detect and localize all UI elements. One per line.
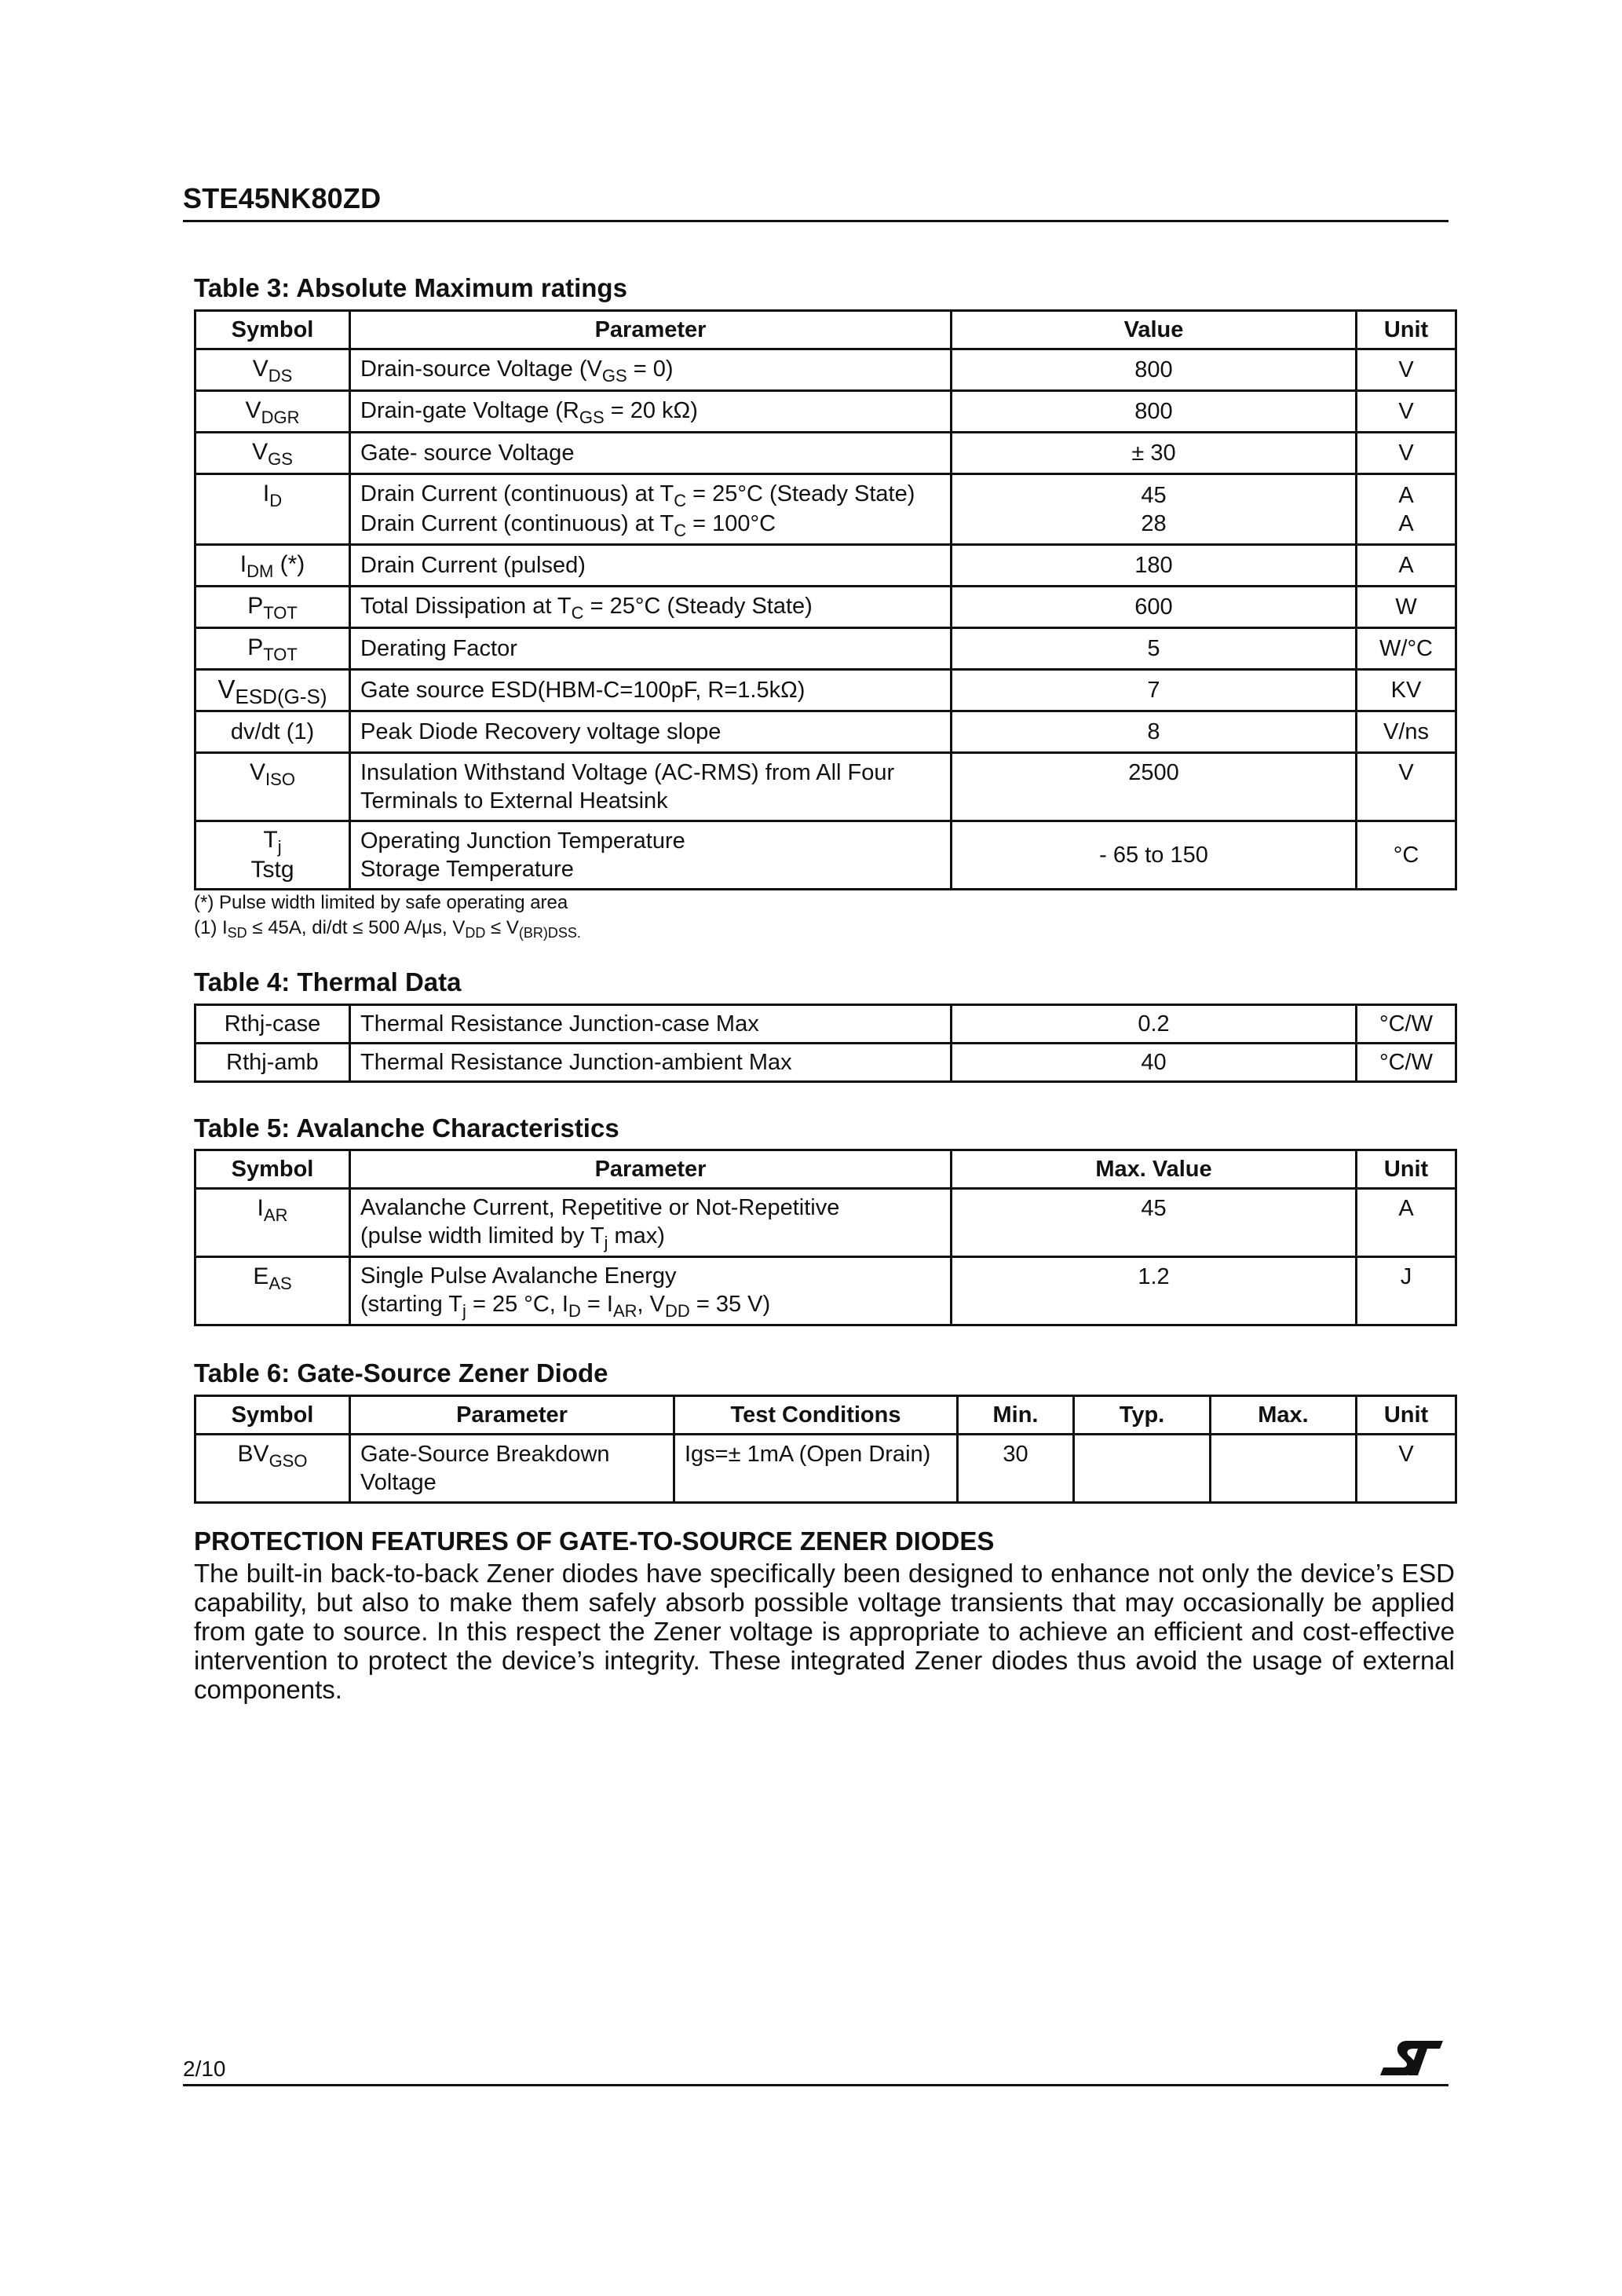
column-header: Typ. (1074, 1396, 1211, 1435)
parameter-cell: Peak Diode Recovery voltage slope (350, 711, 952, 753)
symbol-cell: Rthj-case (195, 1005, 350, 1044)
section-body: The built-in back-to-back Zener diodes have specifically been designed to enhance not only the device’s ESD capability, but also to make them safely absorb possible voltage transients that may occasionally be applied from gate to source. In this respect the Zener voltage is appropriate to achieve an efficient and cost-effective intervention to protect the device’s integrity. These integrated Zener diodes thus avoid the usage of external components. (194, 1559, 1455, 1704)
table-avalanche-characteristics (194, 1149, 1457, 1326)
symbol-cell: $E_{AS}$ (195, 1257, 350, 1325)
column-header: Parameter (350, 1396, 674, 1435)
table-row (195, 1435, 1456, 1503)
unit-cell: V (1357, 433, 1456, 474)
symbol-cell: $P_{TOT}$ (195, 587, 350, 628)
max-cell (1211, 1435, 1357, 1503)
parameter-cell: Thermal Resistance Junction-ambient Max (350, 1044, 952, 1082)
table-header-row (195, 1396, 1456, 1435)
page-number: 2/10 (183, 2057, 226, 2081)
symbol-cell: $T_j$ Tstg (195, 821, 350, 890)
footer-divider (183, 2084, 1448, 2086)
parameter-cell: Avalanche Current, Repetitive or Not-Repetitive (pulse width limited by $T_j$ max) (350, 1189, 952, 1257)
symbol-cell: $BV_{GSO}$ (195, 1435, 350, 1503)
parameter-cell: Thermal Resistance Junction-case Max (350, 1005, 952, 1044)
column-header: Parameter (350, 311, 952, 349)
column-header: Unit (1357, 1150, 1456, 1189)
column-header: Unit (1357, 311, 1456, 349)
value-cell: 5 (952, 628, 1357, 670)
symbol-cell: $V_{ESD(G-S)}$ (195, 670, 350, 711)
value-cell: 45 (952, 1189, 1357, 1257)
value-cell: 7 (952, 670, 1357, 711)
parameter-cell: Gate- source Voltage (350, 433, 952, 474)
value-cell: 800 (952, 349, 1357, 391)
table-row (195, 1005, 1456, 1044)
column-header: Min. (958, 1396, 1074, 1435)
column-header: Max. Value (952, 1150, 1357, 1189)
table4-caption: Table 4: Thermal Data (194, 967, 462, 996)
table-row (195, 545, 1456, 587)
value-cell: 800 (952, 391, 1357, 433)
value-cell: 1.2 (952, 1257, 1357, 1325)
table-row (195, 587, 1456, 628)
column-header: Max. (1211, 1396, 1357, 1435)
table-row (195, 474, 1456, 545)
symbol-cell: $I_{DM}$ (*) (195, 545, 350, 587)
symbol-cell: $V_{ISO}$ (195, 753, 350, 821)
column-header: Symbol (195, 311, 350, 349)
table5-caption: Table 5: Avalanche Characteristics (194, 1113, 619, 1143)
table-header-row (195, 311, 1456, 349)
table3-caption: Table 3: Absolute Maximum ratings (194, 273, 627, 302)
table-header-row (195, 1150, 1456, 1189)
value-cell: 600 (952, 587, 1357, 628)
value-cell: - 65 to 150 (952, 821, 1357, 890)
parameter-cell: Derating Factor (350, 628, 952, 670)
unit-cell: KV (1357, 670, 1456, 711)
parameter-cell: Single Pulse Avalanche Energy (starting $T_j = 25$ °C, $I_D = I_{AR}$, $V_{DD} = 35$ V) (350, 1257, 952, 1325)
test-conditions-cell: Igs=± 1mA (Open Drain) (674, 1435, 958, 1503)
value-cell: 8 (952, 711, 1357, 753)
st-logo-icon (1375, 2036, 1445, 2082)
unit-cell: W (1357, 587, 1456, 628)
table-absolute-maximum-ratings (194, 309, 1457, 890)
table-row (195, 711, 1456, 753)
unit-cell: W/°C (1357, 628, 1456, 670)
symbol-cell: $P_{TOT}$ (195, 628, 350, 670)
symbol-cell: $I_{AR}$ (195, 1189, 350, 1257)
unit-cell: V/ns (1357, 711, 1456, 753)
table-row (195, 391, 1456, 433)
unit-cell: V (1357, 753, 1456, 821)
value-cell: 2500 (952, 753, 1357, 821)
parameter-line: Drain Current (continuous) at $T_C = 25^\circ C$ (Steady State) (360, 481, 915, 510)
footnote-pulse-width: (*) Pulse width limited by safe operating area (194, 892, 568, 913)
parameter-cell: Insulation Withstand Voltage (AC-RMS) from All Four Terminals to External Heatsink (350, 753, 952, 821)
symbol-cell: $V_{DGR}$ (195, 391, 350, 433)
column-header: Unit (1357, 1396, 1456, 1435)
parameter-cell: Gate source ESD(HBM-C=100pF, R=1.5kΩ) (350, 670, 952, 711)
symbol-cell: $V_{GS}$ (195, 433, 350, 474)
column-header: Test Conditions (674, 1396, 958, 1435)
parameter-cell: Drain Current (pulsed) (350, 545, 952, 587)
parameter-line: Drain Current (continuous) at $T_C = 100^\circ C$ (360, 510, 776, 540)
unit-cell: V (1357, 391, 1456, 433)
value-cell: 40 (952, 1044, 1357, 1082)
table-row (195, 753, 1456, 821)
table-thermal-data (194, 1004, 1457, 1083)
footnote-dvdt: (1) $I_{SD} \le 45A$, di/dt ≤ 500 A/µs, $V_{DD} \le V_{(BR)DSS.}$ (194, 917, 581, 941)
parameter-cell: Gate-Source Breakdown Voltage (350, 1435, 674, 1503)
table-row (195, 821, 1456, 890)
table-row (195, 670, 1456, 711)
typ-cell (1074, 1435, 1211, 1503)
table-row (195, 1189, 1456, 1257)
unit-cell: V (1357, 349, 1456, 391)
unit-cell: J (1357, 1257, 1456, 1325)
value-cell: 180 (952, 545, 1357, 587)
unit-cell: V (1357, 1435, 1456, 1503)
unit-cell: A (1357, 545, 1456, 587)
unit-cell: A (1357, 1189, 1456, 1257)
symbol-cell: Rthj-amb (195, 1044, 350, 1082)
symbol-cell: dv/dt (1) (195, 711, 350, 753)
header-divider (183, 220, 1448, 222)
symbol-cell: $V_{DS}$ (195, 349, 350, 391)
min-cell: 30 (958, 1435, 1074, 1503)
unit-cell: A A (1357, 474, 1456, 545)
value-cell: 0.2 (952, 1005, 1357, 1044)
table-row (195, 349, 1456, 391)
column-header: Symbol (195, 1150, 350, 1189)
column-header: Parameter (350, 1150, 952, 1189)
unit-cell: °C (1357, 821, 1456, 890)
document-title: STE45NK80ZD (183, 182, 382, 214)
parameter-cell (350, 474, 952, 545)
column-header: Value (952, 311, 1357, 349)
unit-cell: °C/W (1357, 1005, 1456, 1044)
symbol-cell: $I_D$ (195, 474, 350, 545)
table6-caption: Table 6: Gate-Source Zener Diode (194, 1358, 608, 1387)
parameter-cell: Drain-source Voltage $(V_{GS} = 0)$ (350, 349, 952, 391)
table-gate-source-zener-diode (194, 1395, 1457, 1504)
table-row (195, 433, 1456, 474)
table-row (195, 628, 1456, 670)
value-cell: 45 28 (952, 474, 1357, 545)
column-header: Symbol (195, 1396, 350, 1435)
parameter-cell: Total Dissipation at $T_C = 25^\circ C$ (Steady State) (350, 587, 952, 628)
parameter-cell: Operating Junction Temperature Storage Temperature (350, 821, 952, 890)
unit-cell: °C/W (1357, 1044, 1456, 1082)
table-row (195, 1044, 1456, 1082)
section-heading: PROTECTION FEATURES OF GATE-TO-SOURCE ZENER DIODES (194, 1526, 995, 1556)
value-cell: ± 30 (952, 433, 1357, 474)
parameter-cell: Drain-gate Voltage ($R_{GS} = 20$ kΩ) (350, 391, 952, 433)
table-row (195, 1257, 1456, 1325)
